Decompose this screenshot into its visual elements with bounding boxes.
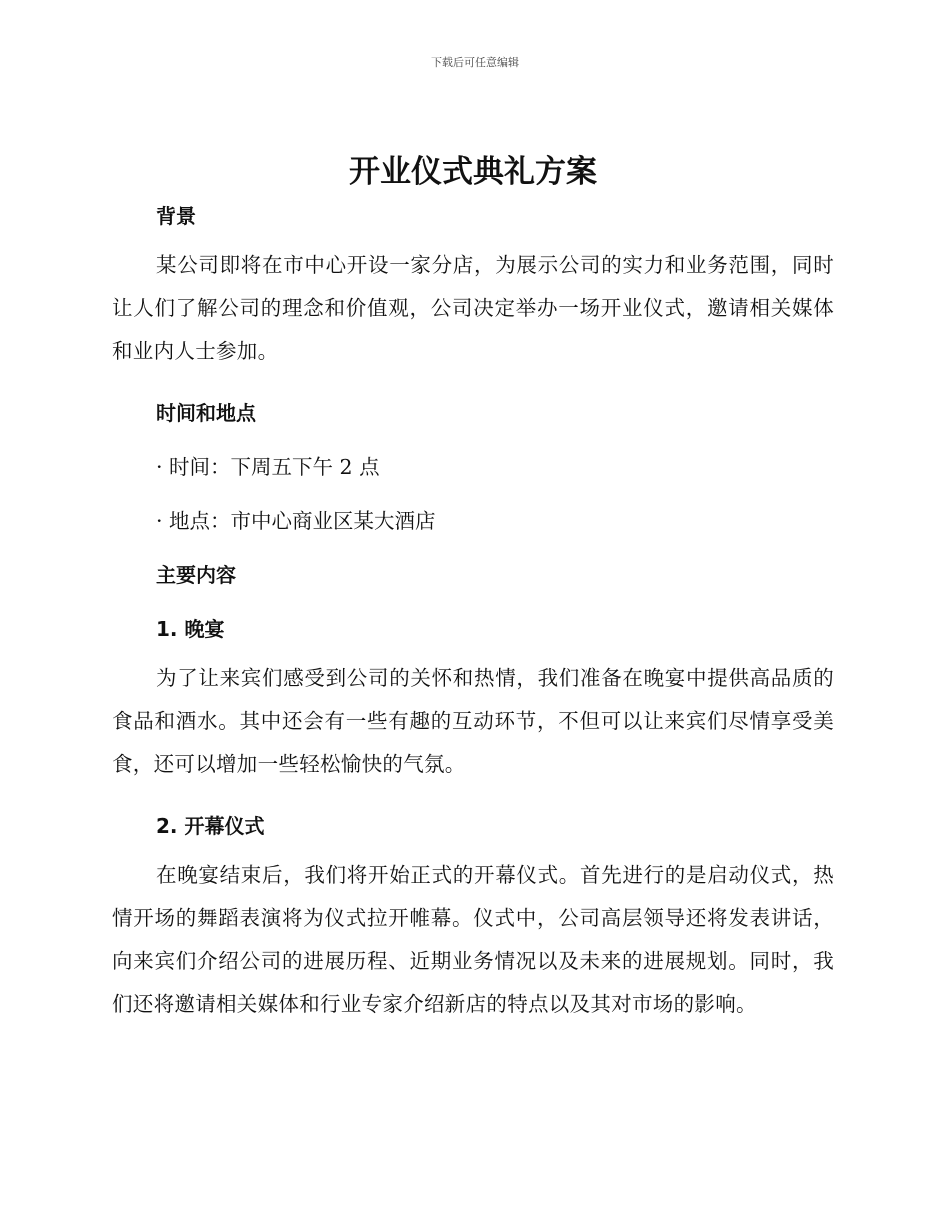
heading-background: 背景 bbox=[156, 204, 196, 228]
document-body bbox=[112, 150, 834, 1026]
heading-ceremony: 2. 开幕仪式 bbox=[156, 814, 265, 838]
heading-main-content: 主要内容 bbox=[156, 563, 236, 587]
document-title: 开业仪式典礼方案 bbox=[349, 154, 597, 190]
bullet-place: · 地点：市中心商业区某大酒店 bbox=[156, 509, 436, 533]
paragraph-ceremony: 在晚宴结束后，我们将开始正式的开幕仪式。首先进行的是启动仪式，热情开场的舞蹈表演将为仪式拉开帷幕。仪式中，公司高层领导还将发表讲话，向来宾们介绍公司的进展历程、近期业务情况以及未来的进展规划。同时，我们还将邀请相关媒体和行业专家介绍新店的特点以及其对市场的影响。 bbox=[112, 863, 834, 1016]
paragraph-banquet: 为了让来宾们感受到公司的关怀和热情，我们准备在晚宴中提供高品质的食品和酒水。其中还会有一些有趣的互动环节，不但可以让来宾们尽情享受美食，还可以增加一些轻松愉快的气氛。 bbox=[112, 666, 834, 776]
bullet-time: · 时间：下周五下午 2 点 bbox=[156, 455, 380, 479]
paragraph-background: 某公司即将在市中心开设一家分店，为展示公司的实力和业务范围，同时让人们了解公司的理念和价值观，公司决定举办一场开业仪式，邀请相关媒体和业内人士参加。 bbox=[112, 253, 834, 363]
heading-time-place: 时间和地点 bbox=[156, 401, 256, 425]
heading-banquet: 1. 晚宴 bbox=[156, 617, 225, 641]
header-note: 下载后可任意编辑 bbox=[431, 56, 519, 69]
